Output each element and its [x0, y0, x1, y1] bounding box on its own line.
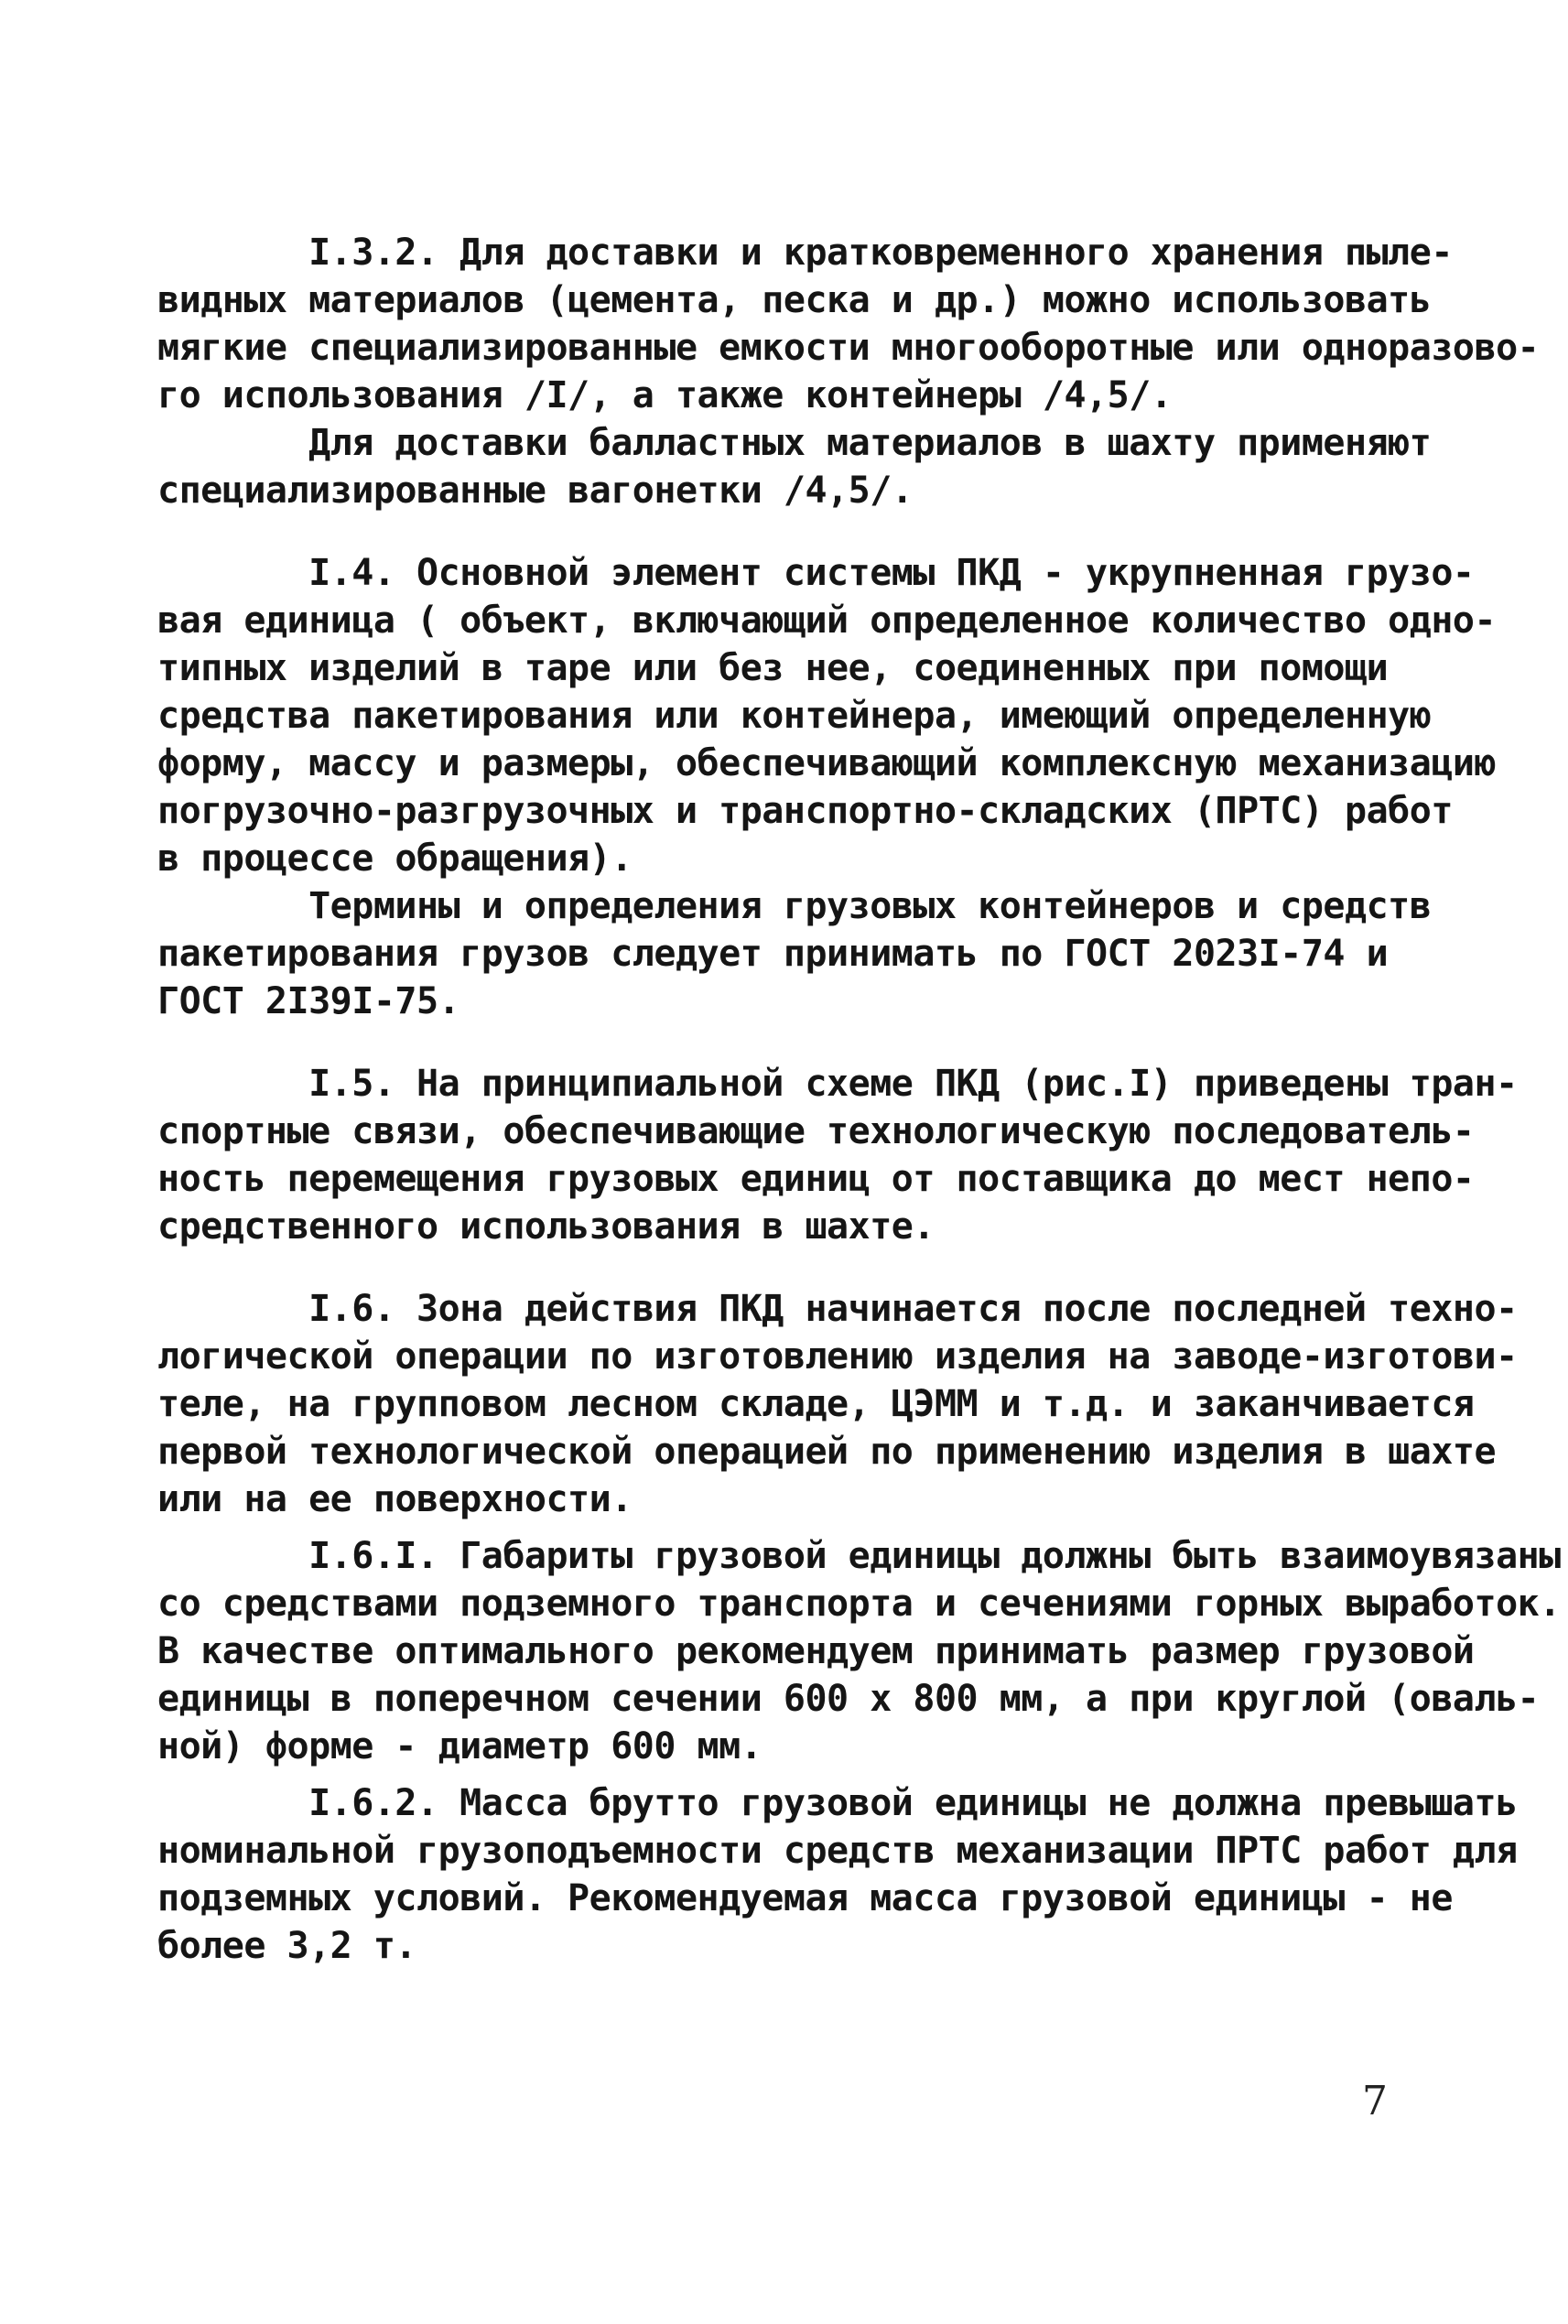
text-line: Для доставки балластных материалов в шахту применяют — [157, 422, 1432, 464]
paragraph-1-6-1 — [157, 1532, 1561, 1770]
paragraph-terms — [157, 882, 1439, 1025]
paragraph-gap — [157, 1025, 1439, 1060]
text-line: погрузочно-разгрузочных и транспортно-складских (ПРТС) работ — [157, 790, 1453, 832]
paragraph-gap — [157, 514, 1439, 549]
text-line: мягкие специализированные емкости многооборотные или одноразово- — [157, 327, 1540, 369]
text-line: форму, массу и размеры, обеспечивающий комплексную механизацию — [157, 742, 1497, 784]
text-line: средственного использования в шахте. — [157, 1205, 935, 1248]
text-line: спортные связи, обеспечивающие технологическую последователь- — [157, 1110, 1475, 1152]
text-line: более 3,2 т. — [157, 1925, 416, 1967]
text-line: Термины и определения грузовых контейнеров и средств — [157, 885, 1432, 927]
page-number: 7 — [1362, 2078, 1388, 2124]
text-line: вая единица ( объект, включающий определенное количество одно- — [157, 600, 1497, 642]
text-line: логической операции по изготовлению изделия на заводе-изготови- — [157, 1335, 1518, 1378]
text-line: I.5. На принципиальной схеме ПКД (рис.I) приведены тран- — [157, 1063, 1518, 1105]
paragraph-gap — [157, 1523, 1439, 1532]
text-line: ГОСТ 2I39I-75. — [157, 980, 460, 1022]
text-line: ность перемещения грузовых единиц от поставщика до мест непо- — [157, 1158, 1475, 1200]
paragraph-gap — [157, 1250, 1439, 1285]
text-line: ной) форме - диаметр 600 мм. — [157, 1725, 762, 1767]
text-line: пакетирования грузов следует принимать по ГОСТ 2023I-74 и — [157, 933, 1389, 975]
text-line: номинальной грузоподъемности средств механизации ПРТС работ для — [157, 1830, 1518, 1872]
text-line: в процессе обращения). — [157, 838, 633, 880]
paragraph-1-6-2 — [157, 1779, 1518, 1970]
text-line: В качестве оптимального рекомендуем принимать размер грузовой — [157, 1630, 1475, 1672]
text-line: I.3.2. Для доставки и кратковременного хранения пыле- — [157, 232, 1453, 274]
paragraph-1-3-2 — [157, 229, 1540, 419]
text-line: го использования /I/, а также контейнеры /4,5/. — [157, 374, 1173, 416]
text-line: средства пакетирования или контейнера, имеющий определенную — [157, 695, 1432, 737]
text-line: I.6. Зона действия ПКД начинается после последней техно- — [157, 1288, 1518, 1330]
paragraph-1-5 — [157, 1060, 1518, 1250]
text-line: I.4. Основной элемент системы ПКД - укрупненная грузо- — [157, 552, 1475, 594]
paragraph-gap — [157, 1770, 1439, 1779]
text-line: теле, на групповом лесном складе, ЦЭММ и т.д. и заканчивается — [157, 1383, 1475, 1425]
text-line: видных материалов (цемента, песка и др.) можно использовать — [157, 279, 1432, 321]
text-line: специализированные вагонетки /4,5/. — [157, 470, 914, 512]
text-line: типных изделий в таре или без нее, соединенных при помощи — [157, 647, 1389, 689]
text-line: единицы в поперечном сечении 600 х 800 мм, а при круглой (оваль- — [157, 1678, 1540, 1720]
text-line: I.6.2. Масса брутто грузовой единицы не должна превышать — [157, 1782, 1518, 1824]
text-line: со средствами подземного транспорта и сечениями горных выработок. — [157, 1583, 1561, 1625]
text-line: I.6.I. Габариты грузовой единицы должны быть взаимоувязаны — [157, 1535, 1561, 1577]
paragraph-ballast — [157, 419, 1439, 514]
paragraph-1-6 — [157, 1285, 1518, 1523]
text-line: первой технологической операцией по применению изделия в шахте — [157, 1431, 1497, 1473]
paragraph-1-4 — [157, 549, 1497, 882]
text-line: подземных условий. Рекомендуемая масса грузовой единицы - не — [157, 1877, 1453, 1919]
text-line: или на ее поверхности. — [157, 1478, 633, 1520]
text-block — [157, 229, 1561, 1970]
